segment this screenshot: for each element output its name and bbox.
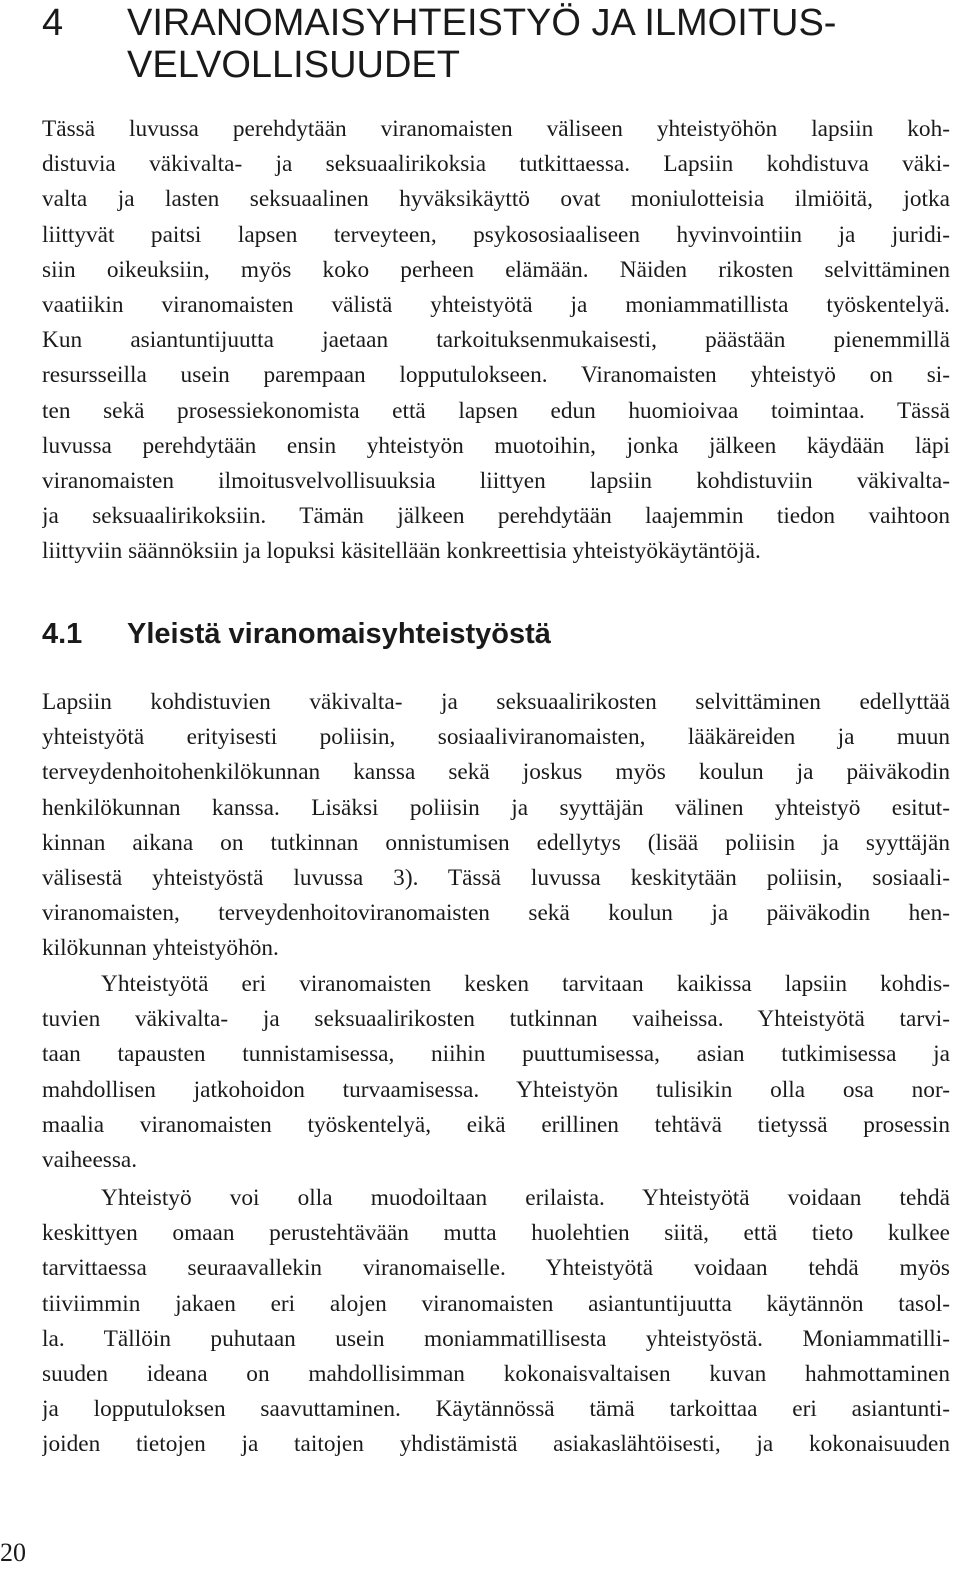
text-line: joiden tietojen ja taitojen yhdistämistä asiakaslähtöisesti, ja kokonaisuuden xyxy=(42,1431,950,1458)
text-line: terveydenhoitohenkilökunnan kanssa sekä joskus myös koulun ja päiväkodin xyxy=(42,759,950,786)
text-line: Tässä luvussa perehdytään viranomaisten väliseen yhteistyöhön lapsiin koh- xyxy=(42,116,950,142)
section-heading xyxy=(42,614,551,654)
text-line: tuvien väkivalta- ja seksuaalirikosten tutkinnan vaiheissa. Yhteistyötä tarvi- xyxy=(42,1006,950,1033)
intro-paragraph xyxy=(42,112,950,569)
text-line: henkilökunnan kanssa. Lisäksi poliisin ja syyttäjän välinen yhteistyö esitut- xyxy=(42,794,950,821)
text-line: viranomaisten ilmoitusvelvollisuuksia liittyen lapsiin kohdistuviin väkivalta- xyxy=(42,467,950,494)
text-line: siin oikeuksiin, myös koko perheen elämään. Näiden rikosten selvittäminen xyxy=(42,256,950,283)
text-line: ten sekä prosessiekonomista että lapsen edun huomioivaa toimintaa. Tässä xyxy=(42,397,950,424)
text-line: taan tapausten tunnistamisessa, niihin puuttumisessa, asian tutkimisessa ja xyxy=(42,1041,950,1068)
text-line: vaiheessa. xyxy=(42,1146,138,1173)
section-paragraph-2 xyxy=(42,967,950,1178)
chapter-title-line-2: VELVOLLISUUDET xyxy=(127,44,460,86)
text-line: tarvittaessa seuraavallekin viranomaiselle. Yhteistyötä voidaan tehdä myös xyxy=(42,1255,950,1282)
text-line: liittyviin säännöksiin ja lopuksi käsitellään konkreettisia yhteistyökäytäntöjä. xyxy=(42,538,761,565)
text-line: kilökunnan yhteistyöhön. xyxy=(42,935,279,962)
chapter-heading xyxy=(42,2,942,86)
text-line: välisestä yhteistyöstä luvussa 3). Tässä luvussa keskitytään poliisin, sosiaali- xyxy=(42,864,950,891)
text-line: Yhteistyö voi olla muodoiltaan erilaista. Yhteistyötä voidaan tehdä xyxy=(101,1185,950,1211)
text-line: ja lopputuloksen saavuttaminen. Käytännössä tämä tarkoittaa eri asiantunti- xyxy=(42,1396,950,1423)
section-number: 4.1 xyxy=(42,618,83,650)
section-paragraph-3 xyxy=(42,1181,950,1463)
chapter-title-line-1: VIRANOMAISYHTEISTYÖ JA ILMOITUS- xyxy=(127,2,837,44)
chapter-number: 4 xyxy=(42,2,64,44)
text-line: tiiviimmin jakaen eri alojen viranomaisten asiantuntijuutta käytännön tasol- xyxy=(42,1290,950,1317)
text-line: yhteistyötä erityisesti poliisin, sosiaaliviranomaisten, lääkäreiden ja muun xyxy=(42,724,950,751)
text-line: ja seksuaalirikoksiin. Tämän jälkeen perehdytään laajemmin tiedon vaihtoon xyxy=(42,503,950,530)
text-line: luvussa perehdytään ensin yhteistyön muotoihin, jonka jälkeen käydään läpi xyxy=(42,432,950,459)
text-line: suuden ideana on mahdollisimman kokonaisvaltaisen kuvan hahmottaminen xyxy=(42,1360,950,1387)
text-line: valta ja lasten seksuaalinen hyväksikäyttö ovat moniulotteisia ilmiöitä, jotka xyxy=(42,186,950,213)
text-line: Yhteistyötä eri viranomaisten kesken tarvitaan kaikissa lapsiin kohdis- xyxy=(101,971,950,997)
text-line: Kun asiantuntijuutta jaetaan tarkoituksenmukaisesti, päästään pienemmillä xyxy=(42,327,950,354)
text-line: kinnan aikana on tutkinnan onnistumisen edellytys (lisää poliisin ja syyttäjän xyxy=(42,829,950,856)
section-paragraph-1 xyxy=(42,685,950,967)
text-line: liittyvät paitsi lapsen terveyteen, psykososiaaliseen hyvinvointiin ja juridi- xyxy=(42,221,950,248)
text-line: maalia viranomaisten työskentelyä, eikä erillinen tehtävä tietyssä prosessin xyxy=(42,1111,950,1138)
text-line: mahdollisen jatkohoidon turvaamisessa. Yhteistyön tulisikin olla osa nor- xyxy=(42,1076,950,1103)
text-line: Lapsiin kohdistuvien väkivalta- ja seksuaalirikosten selvittäminen edellyttää xyxy=(42,689,950,715)
text-line: la. Tällöin puhutaan usein moniammatillisesta yhteistyöstä. Moniammatilli- xyxy=(42,1325,950,1352)
section-title: Yleistä viranomaisyhteistyöstä xyxy=(127,618,551,650)
text-line: resursseilla usein parempaan lopputulokseen. Viranomaisten yhteistyö on si- xyxy=(42,362,950,389)
text-line: distuvia väkivalta- ja seksuaalirikoksia tutkittaessa. Lapsiin kohdistuva väki- xyxy=(42,151,950,178)
text-line: vaatiikin viranomaisten välistä yhteistyötä ja moniammatillista työskentelyä. xyxy=(42,291,950,318)
text-line: keskittyen omaan perustehtävään mutta huolehtien siitä, että tieto kulkee xyxy=(42,1220,950,1247)
page-number: 20 xyxy=(0,1538,26,1567)
text-line: viranomaisten, terveydenhoitoviranomaisten sekä koulun ja päiväkodin hen- xyxy=(42,900,950,927)
